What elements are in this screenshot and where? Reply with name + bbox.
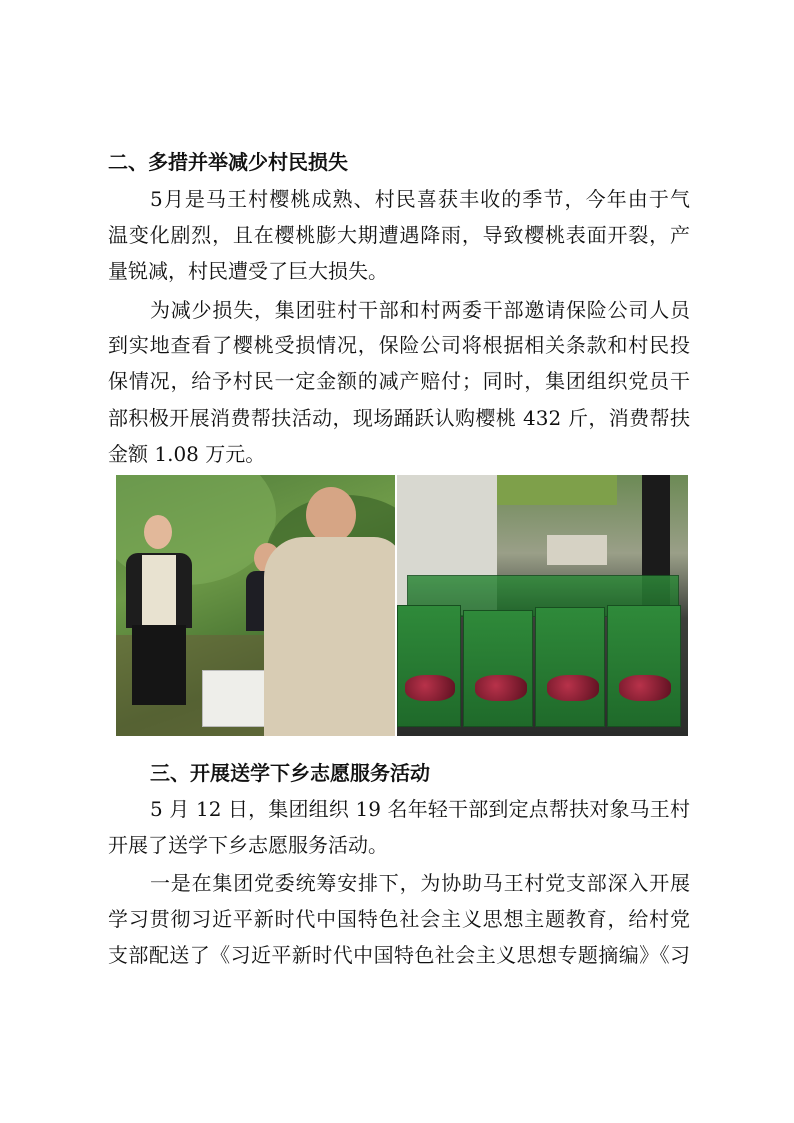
paragraph-line: 温变化剧烈，且在樱桃膨大期遭遇降雨，导致樱桃表面开裂，产 bbox=[108, 223, 690, 247]
section-3-heading: 三、开展送学下乡志愿服务活动 bbox=[150, 761, 430, 785]
photo-cherry-boxes bbox=[397, 475, 688, 736]
paragraph-line: 一是在集团党委统筹安排下，为协助马王村党支部深入开展 bbox=[150, 871, 690, 895]
paragraph-line: 开展了送学下乡志愿服务活动。 bbox=[108, 833, 388, 857]
paragraph-line: 为减少损失，集团驻村干部和村两委干部邀请保险公司人员 bbox=[150, 298, 690, 322]
paragraph-line: 支部配送了《习近平新时代中国特色社会主义思想专题摘编》《习 bbox=[108, 943, 690, 967]
paragraph-line: 保情况，给予村民一定金额的减产赔付；同时，集团组织党员干 bbox=[108, 369, 690, 393]
paragraph-line: 部积极开展消费帮扶活动，现场踊跃认购樱桃 432 斤，消费帮扶 bbox=[108, 406, 690, 430]
section-2-heading: 二、多措并举减少村民损失 bbox=[108, 150, 348, 174]
paragraph-line: 5 月 12 日，集团组织 19 名年轻干部到定点帮扶对象马王村 bbox=[150, 797, 690, 821]
paragraph-line: 到实地查看了樱桃受损情况，保险公司将根据相关条款和村民投 bbox=[108, 333, 690, 357]
paragraph-line: 量锐减，村民遭受了巨大损失。 bbox=[108, 259, 388, 283]
paragraph-line: 学习贯彻习近平新时代中国特色社会主义思想主题教育，给村党 bbox=[108, 907, 690, 931]
photo-orchard-inspection bbox=[116, 475, 395, 736]
paragraph-line: 5月是马王村樱桃成熟、村民喜获丰收的季节，今年由于气 bbox=[150, 187, 690, 211]
paragraph-line: 金额 1.08 万元。 bbox=[108, 442, 266, 466]
